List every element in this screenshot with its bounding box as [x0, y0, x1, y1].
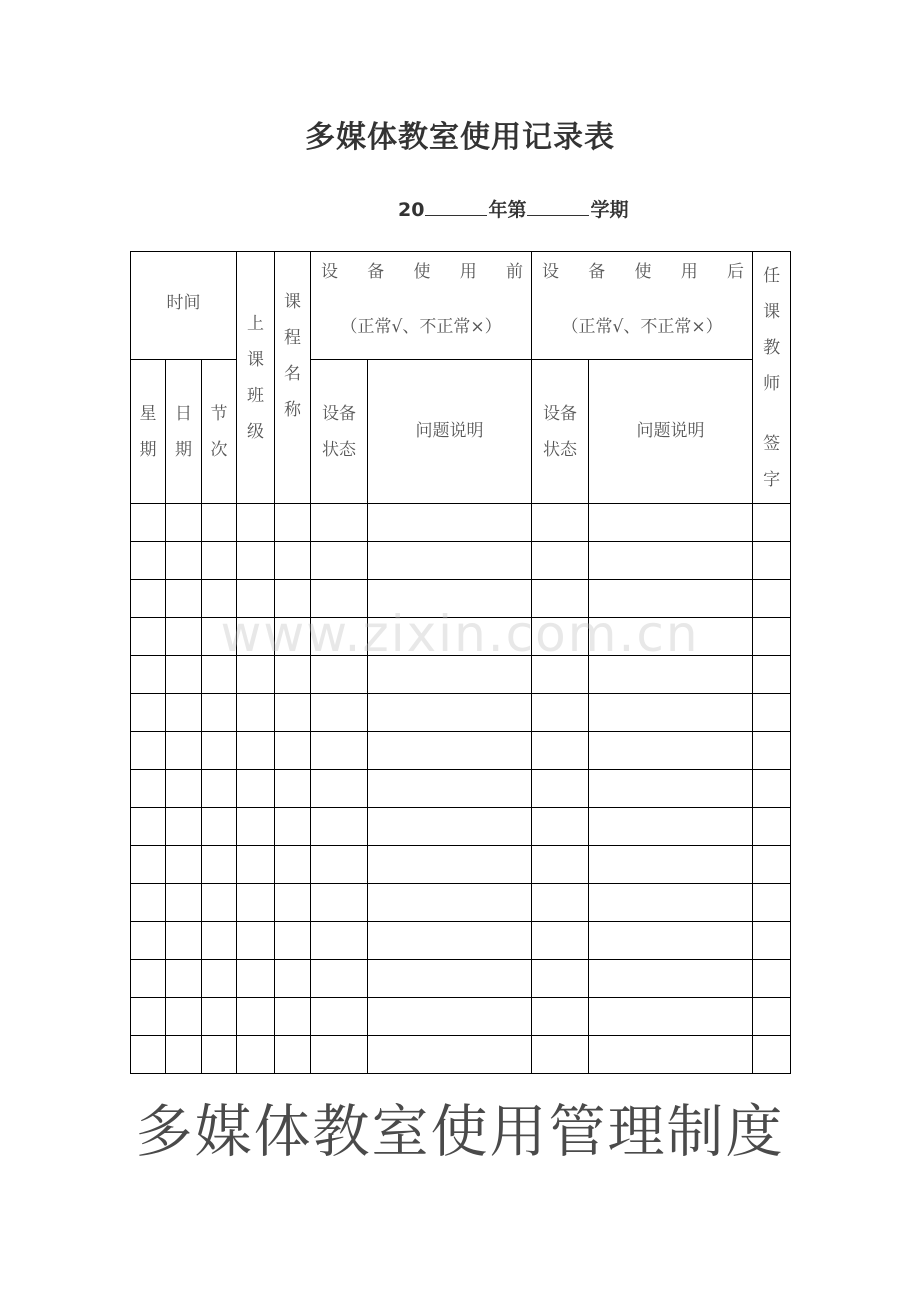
date-cell[interactable] — [166, 656, 202, 694]
before-status-cell[interactable] — [311, 694, 368, 732]
weekday-cell[interactable] — [131, 542, 166, 580]
header-row-2 — [131, 360, 791, 504]
before-status-cell[interactable] — [311, 884, 368, 922]
course-cell[interactable] — [275, 504, 311, 542]
signature-cell[interactable] — [753, 1036, 791, 1074]
watermark: www.zixin.com.cn — [220, 605, 700, 663]
before-problem-cell[interactable] — [368, 960, 532, 998]
signature-cell[interactable] — [753, 542, 791, 580]
signature-cell[interactable] — [753, 846, 791, 884]
signature-cell[interactable] — [753, 618, 791, 656]
signature-cell[interactable] — [753, 770, 791, 808]
year-prefix: 20 — [398, 199, 425, 221]
after-problem-cell[interactable] — [589, 770, 753, 808]
before-problem-cell[interactable] — [368, 770, 532, 808]
teacher-signature-header: 任 课 教 师 签 字 — [753, 252, 791, 504]
after-problem-header: 问题说明 — [589, 360, 753, 504]
period-cell[interactable] — [202, 580, 237, 618]
weekday-cell[interactable] — [131, 922, 166, 960]
after-problem-cell[interactable] — [589, 808, 753, 846]
weekday-cell[interactable] — [131, 808, 166, 846]
signature-cell[interactable] — [753, 808, 791, 846]
table-row — [131, 656, 791, 694]
weekday-cell[interactable] — [131, 580, 166, 618]
after-status-cell[interactable] — [532, 732, 589, 770]
course-cell[interactable] — [275, 580, 311, 618]
date-cell[interactable] — [166, 1036, 202, 1074]
before-device-status-header: 设备 状态 — [311, 360, 368, 504]
class-cell[interactable] — [237, 960, 275, 998]
period-cell[interactable] — [202, 922, 237, 960]
signature-cell[interactable] — [753, 998, 791, 1036]
class-cell[interactable] — [237, 618, 275, 656]
after-status-cell[interactable] — [532, 770, 589, 808]
date-cell[interactable] — [166, 618, 202, 656]
after-device-status-header: 设备 状态 — [532, 360, 589, 504]
signature-cell[interactable] — [753, 922, 791, 960]
after-status-cell[interactable] — [532, 542, 589, 580]
after-problem-cell[interactable] — [589, 656, 753, 694]
signature-cell[interactable] — [753, 732, 791, 770]
table-row — [131, 808, 791, 846]
after-problem-cell[interactable] — [589, 580, 753, 618]
date-cell[interactable] — [166, 922, 202, 960]
before-problem-cell[interactable] — [368, 542, 532, 580]
signature-cell[interactable] — [753, 884, 791, 922]
course-header: 课 程 名 称 — [275, 252, 311, 504]
class-cell[interactable] — [237, 846, 275, 884]
weekday-cell[interactable] — [131, 694, 166, 732]
weekday-cell[interactable] — [131, 504, 166, 542]
before-use-header: 设 备 使 用 前 （正常√、不正常×） — [311, 252, 532, 360]
date-cell[interactable] — [166, 846, 202, 884]
after-use-note: （正常√、不正常×） — [561, 317, 723, 337]
class-cell[interactable] — [237, 770, 275, 808]
header-row-1 — [131, 252, 791, 360]
term-suffix: 学期 — [590, 199, 629, 221]
after-status-cell[interactable] — [532, 922, 589, 960]
course-cell[interactable] — [275, 770, 311, 808]
class-cell[interactable] — [237, 504, 275, 542]
before-status-cell[interactable] — [311, 656, 368, 694]
after-status-cell[interactable] — [532, 618, 589, 656]
date-cell[interactable] — [166, 580, 202, 618]
before-problem-cell[interactable] — [368, 656, 532, 694]
course-cell[interactable] — [275, 732, 311, 770]
class-cell[interactable] — [237, 922, 275, 960]
course-cell[interactable] — [275, 618, 311, 656]
before-status-cell[interactable] — [311, 1036, 368, 1074]
table-row — [131, 922, 791, 960]
weekday-cell[interactable] — [131, 656, 166, 694]
before-problem-cell[interactable] — [368, 808, 532, 846]
after-problem-cell[interactable] — [589, 732, 753, 770]
after-problem-cell[interactable] — [589, 960, 753, 998]
footer-title: 多媒体教室使用管理制度 — [135, 1099, 785, 1165]
page-title: 多媒体教室使用记录表 — [305, 120, 615, 155]
before-status-cell[interactable] — [311, 808, 368, 846]
table-row — [131, 846, 791, 884]
before-status-cell[interactable] — [311, 846, 368, 884]
table-row — [131, 694, 791, 732]
weekday-cell[interactable] — [131, 770, 166, 808]
year-suffix: 年第 — [488, 199, 527, 221]
before-problem-cell[interactable] — [368, 732, 532, 770]
table-row — [131, 542, 791, 580]
class-header: 上 课 班 级 — [237, 252, 275, 504]
weekday-cell[interactable] — [131, 998, 166, 1036]
after-problem-cell[interactable] — [589, 998, 753, 1036]
date-cell[interactable] — [166, 884, 202, 922]
before-status-cell[interactable] — [311, 542, 368, 580]
after-status-cell[interactable] — [532, 846, 589, 884]
before-problem-cell[interactable] — [368, 694, 532, 732]
before-problem-header: 问题说明 — [368, 360, 532, 504]
period-cell[interactable] — [202, 846, 237, 884]
table-row — [131, 580, 791, 618]
before-use-note: （正常√、不正常×） — [340, 317, 502, 337]
signature-cell[interactable] — [753, 694, 791, 732]
table-row — [131, 618, 791, 656]
after-status-cell[interactable] — [532, 656, 589, 694]
period-cell[interactable] — [202, 884, 237, 922]
period-cell[interactable] — [202, 694, 237, 732]
class-cell[interactable] — [237, 998, 275, 1036]
period-cell[interactable] — [202, 960, 237, 998]
before-status-cell[interactable] — [311, 922, 368, 960]
after-problem-cell[interactable] — [589, 846, 753, 884]
table-row — [131, 732, 791, 770]
course-cell[interactable] — [275, 998, 311, 1036]
before-status-cell[interactable] — [311, 960, 368, 998]
table-row — [131, 884, 791, 922]
before-problem-cell[interactable] — [368, 580, 532, 618]
before-status-cell[interactable] — [311, 770, 368, 808]
weekday-cell[interactable] — [131, 884, 166, 922]
after-status-cell[interactable] — [532, 884, 589, 922]
period-cell[interactable] — [202, 998, 237, 1036]
before-problem-cell[interactable] — [368, 846, 532, 884]
after-status-cell[interactable] — [532, 998, 589, 1036]
date-cell[interactable] — [166, 808, 202, 846]
weekday-cell[interactable] — [131, 846, 166, 884]
period-cell[interactable] — [202, 504, 237, 542]
after-problem-cell[interactable] — [589, 1036, 753, 1074]
table-row — [131, 960, 791, 998]
after-problem-cell[interactable] — [589, 542, 753, 580]
before-status-cell[interactable] — [311, 732, 368, 770]
table-row — [131, 1036, 791, 1074]
course-cell[interactable] — [275, 846, 311, 884]
course-cell[interactable] — [275, 960, 311, 998]
before-problem-cell[interactable] — [368, 998, 532, 1036]
after-problem-cell[interactable] — [589, 884, 753, 922]
signature-cell[interactable] — [753, 580, 791, 618]
weekday-cell[interactable] — [131, 618, 166, 656]
after-problem-cell[interactable] — [589, 618, 753, 656]
date-cell[interactable] — [166, 542, 202, 580]
class-cell[interactable] — [237, 732, 275, 770]
period-cell[interactable] — [202, 618, 237, 656]
after-status-cell[interactable] — [532, 808, 589, 846]
after-problem-cell[interactable] — [589, 504, 753, 542]
signature-cell[interactable] — [753, 960, 791, 998]
after-problem-cell[interactable] — [589, 922, 753, 960]
table-row — [131, 770, 791, 808]
before-status-cell[interactable] — [311, 580, 368, 618]
term-blank[interactable] — [527, 197, 589, 216]
before-status-cell[interactable] — [311, 998, 368, 1036]
class-cell[interactable] — [237, 808, 275, 846]
before-problem-cell[interactable] — [368, 504, 532, 542]
period-cell[interactable] — [202, 656, 237, 694]
after-status-cell[interactable] — [532, 694, 589, 732]
table-row — [131, 504, 791, 542]
class-cell[interactable] — [237, 884, 275, 922]
course-cell[interactable] — [275, 656, 311, 694]
weekday-cell[interactable] — [131, 1036, 166, 1074]
before-problem-cell[interactable] — [368, 884, 532, 922]
date-header: 日 期 — [166, 360, 202, 504]
before-problem-cell[interactable] — [368, 922, 532, 960]
date-cell[interactable] — [166, 770, 202, 808]
year-blank[interactable] — [425, 197, 487, 216]
time-group-header: 时间 — [131, 252, 237, 360]
weekday-cell[interactable] — [131, 732, 166, 770]
date-cell[interactable] — [166, 960, 202, 998]
period-cell[interactable] — [202, 1036, 237, 1074]
after-use-header: 设 备 使 用 后 （正常√、不正常×） — [532, 252, 753, 360]
class-cell[interactable] — [237, 1036, 275, 1074]
weekday-header: 星 期 — [131, 360, 166, 504]
usage-record-table — [130, 251, 791, 1074]
signature-cell[interactable] — [753, 504, 791, 542]
period-cell[interactable] — [202, 542, 237, 580]
class-cell[interactable] — [237, 542, 275, 580]
before-problem-cell[interactable] — [368, 1036, 532, 1074]
period-header: 节 次 — [202, 360, 237, 504]
date-cell[interactable] — [166, 504, 202, 542]
weekday-cell[interactable] — [131, 960, 166, 998]
period-cell[interactable] — [202, 770, 237, 808]
course-cell[interactable] — [275, 808, 311, 846]
after-status-cell[interactable] — [532, 580, 589, 618]
course-cell[interactable] — [275, 694, 311, 732]
course-cell[interactable] — [275, 1036, 311, 1074]
after-status-cell[interactable] — [532, 1036, 589, 1074]
semester-line — [398, 195, 628, 222]
course-cell[interactable] — [275, 922, 311, 960]
class-cell[interactable] — [237, 694, 275, 732]
class-cell[interactable] — [237, 656, 275, 694]
class-cell[interactable] — [237, 580, 275, 618]
date-cell[interactable] — [166, 998, 202, 1036]
before-status-cell[interactable] — [311, 504, 368, 542]
before-problem-cell[interactable] — [368, 618, 532, 656]
period-cell[interactable] — [202, 732, 237, 770]
table-row — [131, 998, 791, 1036]
before-status-cell[interactable] — [311, 618, 368, 656]
after-status-cell[interactable] — [532, 504, 589, 542]
after-status-cell[interactable] — [532, 960, 589, 998]
signature-cell[interactable] — [753, 656, 791, 694]
course-cell[interactable] — [275, 884, 311, 922]
course-cell[interactable] — [275, 542, 311, 580]
after-problem-cell[interactable] — [589, 694, 753, 732]
date-cell[interactable] — [166, 732, 202, 770]
date-cell[interactable] — [166, 694, 202, 732]
period-cell[interactable] — [202, 808, 237, 846]
